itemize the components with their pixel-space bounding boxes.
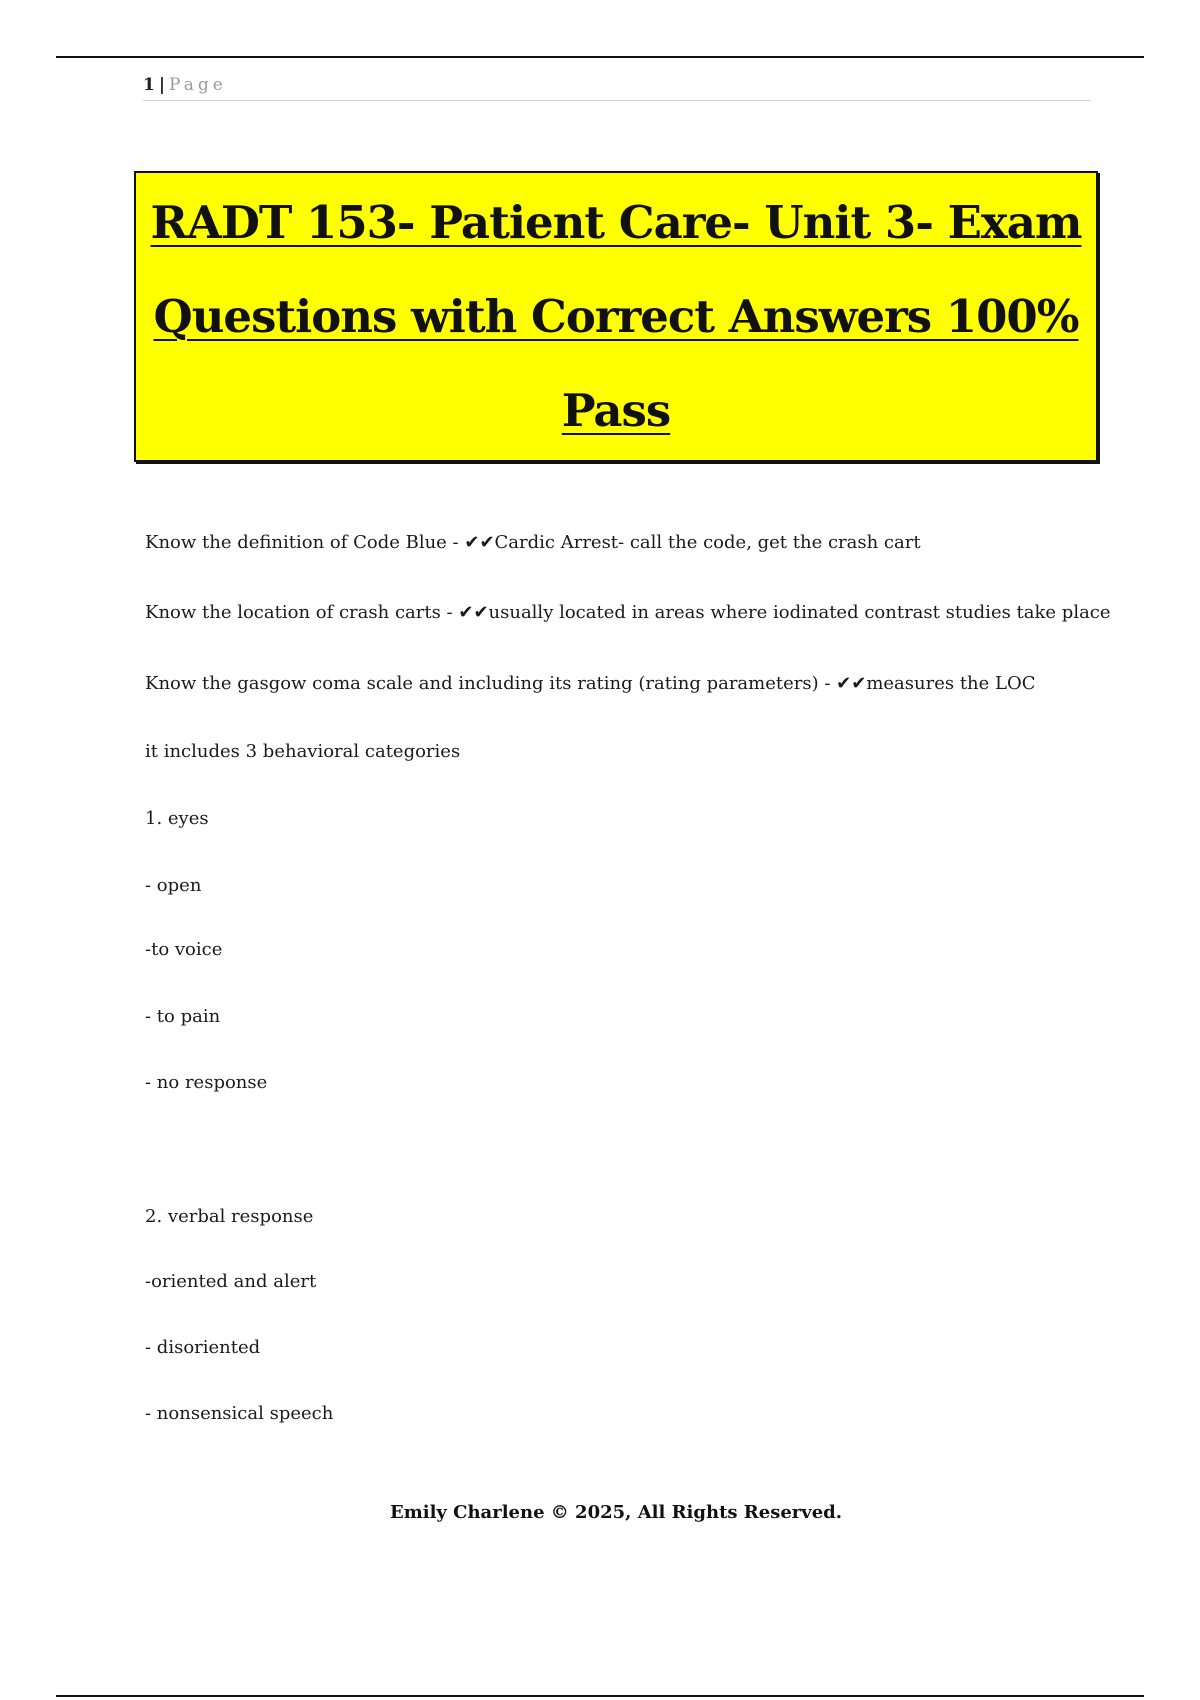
body-line: - disoriented [145,1337,261,1358]
body-line: Know the definition of Code Blue - ✔✔Cardic Arrest- call the code, get the crash cart [145,532,921,553]
body-line: - open [145,875,202,896]
top-rule [56,56,1144,58]
title-line-1: RADT 153- Patient Care- Unit 3- Exam [150,195,1082,249]
body-line: -oriented and alert [145,1271,317,1292]
page-separator: | [158,75,166,95]
copyright-footer: Emily Charlene © 2025, All Rights Reserved. [389,1502,843,1523]
body-line: - to pain [145,1006,221,1027]
body-line: -to voice [145,939,223,960]
body-line: 2. verbal response [145,1206,314,1227]
page-number: 1 [143,75,155,95]
body-line: - no response [145,1072,268,1093]
page-header [143,72,1091,101]
body-line: it includes 3 behavioral categories [145,741,461,762]
title-line-3: Pass [561,383,671,437]
page-label: Page [169,75,227,95]
title-banner [134,171,1098,462]
body-line: Know the location of crash carts - ✔✔usually located in areas where iodinated contrast studies take place [145,602,1111,623]
title-line-2: Questions with Correct Answers 100% [153,289,1079,343]
body-line: - nonsensical speech [145,1403,334,1424]
bottom-rule [56,1695,1144,1697]
body-line: Know the gasgow coma scale and including its rating (rating parameters) - ✔✔measures the LOC [145,673,1036,694]
body-line: 1. eyes [145,808,209,829]
